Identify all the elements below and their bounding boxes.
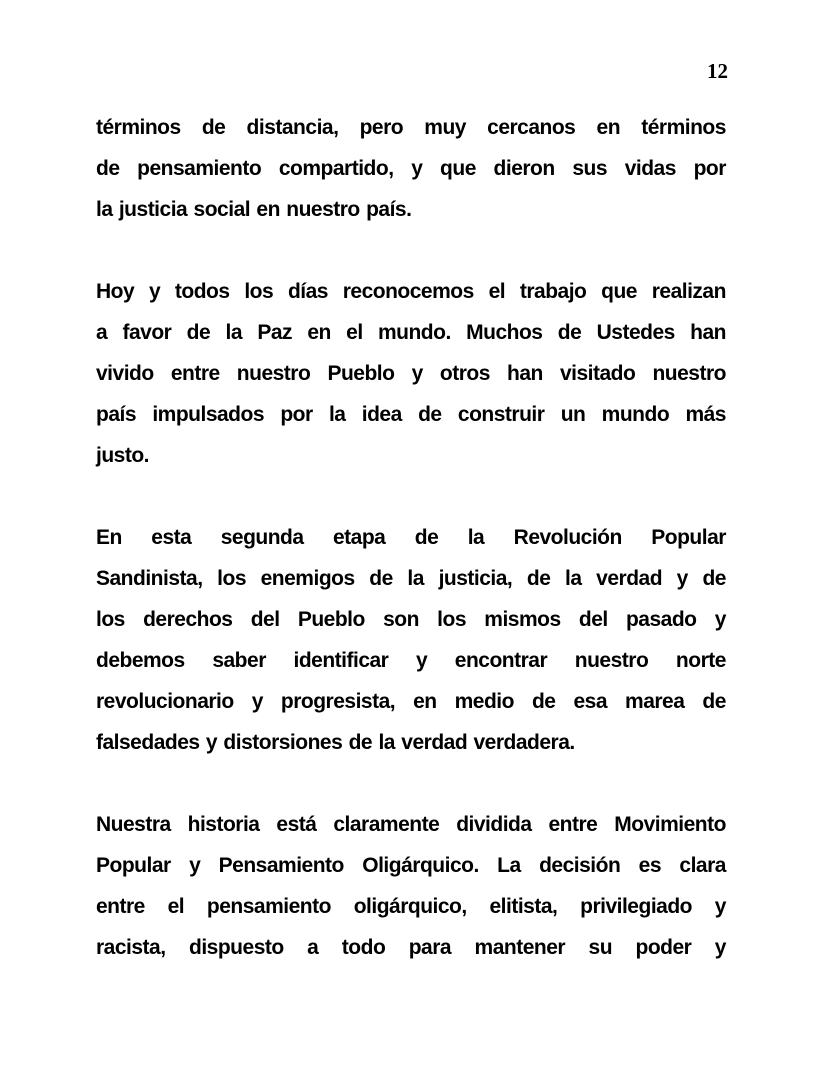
word: muy bbox=[424, 116, 466, 139]
word: otros bbox=[439, 362, 490, 385]
word: los bbox=[96, 608, 125, 631]
word: debemos bbox=[96, 649, 185, 672]
word: Muchos bbox=[466, 321, 543, 344]
word: Pensamiento bbox=[218, 854, 344, 877]
text-line bbox=[96, 886, 726, 927]
word: de bbox=[531, 690, 556, 713]
word: han bbox=[690, 321, 726, 344]
word: pensamiento bbox=[137, 157, 262, 180]
paragraph bbox=[96, 517, 726, 763]
word: progresista, bbox=[280, 690, 396, 713]
word: nuestro bbox=[652, 362, 726, 385]
word: país bbox=[96, 403, 137, 426]
word: un bbox=[560, 403, 586, 426]
word: Pueblo bbox=[297, 608, 365, 631]
word: del bbox=[250, 608, 280, 631]
word: compartido, bbox=[278, 157, 394, 180]
word: por bbox=[693, 157, 726, 180]
word: la bbox=[565, 567, 582, 590]
word: que bbox=[601, 280, 637, 303]
word: el bbox=[488, 280, 506, 303]
word: entre bbox=[96, 895, 145, 918]
word: marea bbox=[625, 690, 685, 713]
word: días bbox=[287, 280, 328, 303]
word: racista, bbox=[96, 936, 166, 959]
word: verdad bbox=[596, 567, 663, 590]
word: son bbox=[383, 608, 419, 631]
word: Paz bbox=[257, 321, 293, 344]
page-number: 12 bbox=[707, 59, 728, 83]
word: En bbox=[96, 526, 122, 549]
word: construir bbox=[457, 403, 545, 426]
word: cercanos bbox=[487, 116, 576, 139]
text-line bbox=[96, 517, 726, 558]
word: los bbox=[437, 608, 467, 631]
text-line: la justicia social en nuestro país. bbox=[96, 198, 412, 221]
word: etapa bbox=[333, 526, 386, 549]
word: Popular bbox=[96, 854, 171, 877]
word: idea bbox=[361, 403, 402, 426]
word: por bbox=[280, 403, 313, 426]
text-line: falsedades y distorsiones de la verdad verdadera. bbox=[96, 731, 575, 754]
text-line bbox=[96, 271, 726, 312]
word: y bbox=[189, 854, 201, 877]
word: Oligárquico. bbox=[362, 854, 479, 877]
word: de bbox=[186, 321, 211, 344]
word: todo bbox=[341, 936, 386, 959]
word: en bbox=[596, 116, 621, 139]
word: dieron bbox=[493, 157, 555, 180]
word: y bbox=[415, 649, 428, 672]
text-line bbox=[96, 804, 726, 845]
word: la bbox=[407, 567, 424, 590]
word: favor bbox=[122, 321, 172, 344]
text-line bbox=[96, 845, 726, 886]
word: para bbox=[408, 936, 452, 959]
word: de bbox=[418, 403, 442, 426]
word: Sandinista, bbox=[96, 567, 203, 590]
word: oligárquico, bbox=[353, 895, 467, 918]
word: Popular bbox=[651, 526, 726, 549]
document-body bbox=[96, 107, 726, 968]
word: esa bbox=[573, 690, 608, 713]
word: identificar bbox=[293, 649, 389, 672]
word: de bbox=[526, 567, 551, 590]
word: Pueblo bbox=[327, 362, 395, 385]
word: derechos bbox=[143, 608, 233, 631]
paragraph bbox=[96, 107, 726, 230]
word: Hoy bbox=[96, 280, 135, 303]
word: y bbox=[714, 608, 726, 631]
word: pensamiento bbox=[206, 895, 331, 918]
text-line: justo. bbox=[96, 444, 149, 467]
word: mundo bbox=[601, 403, 670, 426]
word: de bbox=[557, 321, 582, 344]
word: norte bbox=[675, 649, 726, 672]
word: esta bbox=[151, 526, 192, 549]
text-line bbox=[96, 353, 726, 394]
word: realizan bbox=[651, 280, 726, 303]
word: en bbox=[307, 321, 331, 344]
text-line bbox=[96, 148, 726, 189]
word: de bbox=[414, 526, 439, 549]
word: a bbox=[96, 321, 108, 344]
word: dispuesto bbox=[189, 936, 284, 959]
word: y bbox=[148, 280, 161, 303]
word: los bbox=[244, 280, 274, 303]
word: es bbox=[638, 854, 662, 877]
word: distancia, bbox=[246, 116, 339, 139]
word: mundo. bbox=[377, 321, 451, 344]
word: sus bbox=[572, 157, 608, 180]
word: y bbox=[714, 895, 726, 918]
word: elitista, bbox=[489, 895, 558, 918]
text-line bbox=[96, 558, 726, 599]
word: nuestro bbox=[236, 362, 311, 385]
word: poder bbox=[635, 936, 692, 959]
word: a bbox=[307, 936, 319, 959]
word: enemigos bbox=[260, 567, 355, 590]
word: entre bbox=[548, 813, 598, 836]
word: privilegiado bbox=[580, 895, 692, 918]
word: términos bbox=[641, 116, 726, 139]
word: y bbox=[676, 567, 688, 590]
word: encontrar bbox=[454, 649, 548, 672]
word: el bbox=[346, 321, 363, 344]
word: Nuestra bbox=[96, 813, 171, 836]
word: la bbox=[328, 403, 346, 426]
word: y bbox=[411, 362, 423, 385]
word: mantener bbox=[474, 936, 566, 959]
word: justicia, bbox=[438, 567, 513, 590]
word: pasado bbox=[625, 608, 697, 631]
word: vivido bbox=[96, 362, 154, 385]
word: que bbox=[440, 157, 476, 180]
word: todos bbox=[174, 280, 230, 303]
word: más bbox=[685, 403, 726, 426]
text-line bbox=[96, 107, 726, 148]
word: términos bbox=[96, 116, 181, 139]
word: vidas bbox=[624, 157, 676, 180]
word: y bbox=[251, 690, 263, 713]
word: está bbox=[276, 813, 317, 836]
word: dividida bbox=[456, 813, 532, 836]
word: mismos bbox=[484, 608, 561, 631]
word: La bbox=[497, 854, 521, 877]
word: del bbox=[578, 608, 608, 631]
word: de bbox=[702, 690, 726, 713]
word: la bbox=[225, 321, 243, 344]
word: de bbox=[702, 567, 726, 590]
word: pero bbox=[359, 116, 404, 139]
text-line bbox=[96, 681, 726, 722]
word: claramente bbox=[333, 813, 440, 836]
word: su bbox=[588, 936, 613, 959]
word: reconocemos bbox=[342, 280, 474, 303]
word: en bbox=[413, 690, 437, 713]
word: de bbox=[96, 157, 120, 180]
word: Ustedes bbox=[596, 321, 675, 344]
word: han bbox=[507, 362, 543, 385]
text-line bbox=[96, 927, 726, 968]
word: el bbox=[167, 895, 185, 918]
word: saber bbox=[212, 649, 266, 672]
paragraph bbox=[96, 271, 726, 476]
word: historia bbox=[187, 813, 260, 836]
word: la bbox=[467, 526, 485, 549]
word: de bbox=[201, 116, 226, 139]
word: y bbox=[411, 157, 423, 180]
word: y bbox=[714, 936, 726, 959]
word: revolucionario bbox=[96, 690, 234, 713]
word: decisión bbox=[539, 854, 621, 877]
paragraph bbox=[96, 804, 726, 968]
text-line bbox=[96, 599, 726, 640]
text-line bbox=[96, 312, 726, 353]
text-line bbox=[96, 394, 726, 435]
text-line bbox=[96, 640, 726, 681]
word: trabajo bbox=[519, 280, 587, 303]
word: visitado bbox=[559, 362, 636, 385]
word: entre bbox=[170, 362, 220, 385]
word: clara bbox=[679, 854, 726, 877]
word: los bbox=[217, 567, 246, 590]
word: Movimiento bbox=[614, 813, 726, 836]
word: Revolución bbox=[513, 526, 622, 549]
word: medio bbox=[454, 690, 514, 713]
word: impulsados bbox=[152, 403, 265, 426]
word: de bbox=[369, 567, 393, 590]
word: nuestro bbox=[574, 649, 649, 672]
word: segunda bbox=[220, 526, 304, 549]
